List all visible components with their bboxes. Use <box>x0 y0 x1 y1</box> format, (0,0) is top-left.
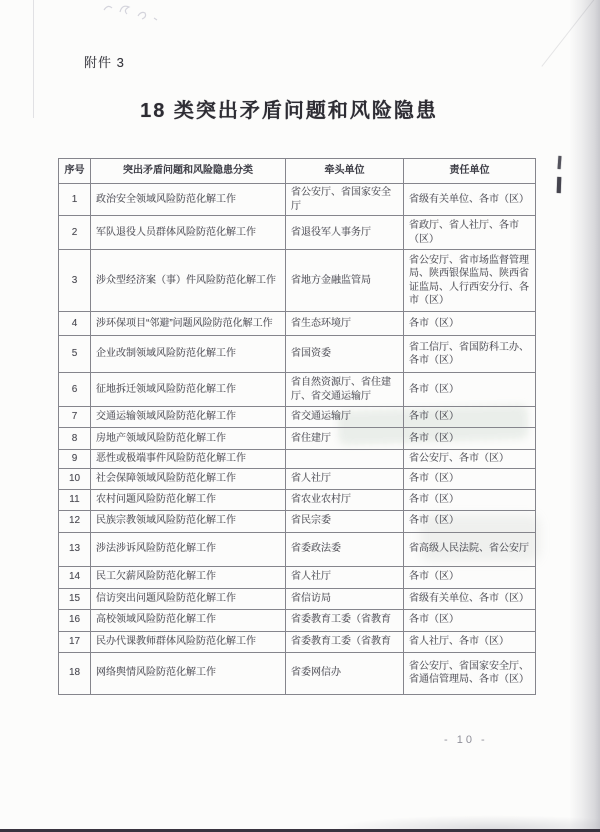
risk-issues-table <box>58 158 536 695</box>
row-category: 社会保障领域风险防范化解工作 <box>91 468 286 489</box>
document-title: 18 类突出矛盾问题和风险隐患 <box>140 100 438 122</box>
row-category: 涉环保项目“邻避”问题风险防范化解工作 <box>91 312 286 336</box>
page-number: - 10 - <box>444 734 488 746</box>
row-lead-unit: 省人社厅 <box>286 566 404 588</box>
row-category: 房地产领域风险防范化解工作 <box>91 428 286 450</box>
row-responsible-unit: 省公安厅、省国家安全厅、省通信管理局、各市（区） <box>404 652 536 694</box>
row-category: 农村问题风险防范化解工作 <box>91 489 286 510</box>
col-header-responsible-unit: 责任单位 <box>404 159 536 184</box>
row-number: 8 <box>59 428 91 450</box>
row-number: 13 <box>59 532 91 566</box>
row-responsible-unit: 各市（区） <box>404 566 536 588</box>
attachment-label: 附件 3 <box>84 55 125 70</box>
table-row <box>59 468 536 489</box>
row-number: 18 <box>59 652 91 694</box>
row-lead-unit: 省退役军人事务厅 <box>286 216 404 250</box>
row-category: 交通运输领域风险防范化解工作 <box>91 407 286 428</box>
row-responsible-unit: 省政厅、省人社厅、各市（区） <box>404 216 536 250</box>
row-number: 2 <box>59 216 91 250</box>
row-number: 7 <box>59 407 91 428</box>
row-responsible-unit: 各市（区） <box>404 510 536 532</box>
row-number: 6 <box>59 373 91 407</box>
table-row <box>59 336 536 373</box>
row-lead-unit: 省人社厅 <box>286 468 404 489</box>
row-category: 涉法涉诉风险防范化解工作 <box>91 532 286 566</box>
row-responsible-unit: 各市（区） <box>404 428 536 450</box>
row-number: 4 <box>59 312 91 336</box>
handwritten-marks <box>98 2 178 32</box>
row-category: 民工欠薪风险防范化解工作 <box>91 566 286 588</box>
col-header-category: 突出矛盾问题和风险隐患分类 <box>91 159 286 184</box>
table-row <box>59 652 536 694</box>
row-number: 12 <box>59 510 91 532</box>
row-responsible-unit: 各市（区） <box>404 373 536 407</box>
col-header-no: 序号 <box>59 159 91 184</box>
row-lead-unit: 省自然资源厅、省住建厅、省交通运输厅 <box>286 373 404 407</box>
row-responsible-unit: 各市（区） <box>404 407 536 428</box>
row-number: 16 <box>59 609 91 631</box>
row-responsible-unit: 省公安厅、省市场监督管理局、陕西银保监局、陕西省证监局、人行西安分行、各市（区） <box>404 250 536 312</box>
row-lead-unit <box>286 450 404 469</box>
row-category: 军队退役人员群体风险防范化解工作 <box>91 216 286 250</box>
row-category: 政治安全领域风险防范化解工作 <box>91 184 286 216</box>
row-lead-unit: 省公安厅、省国家安全厅 <box>286 184 404 216</box>
page-edge-shadow <box>570 0 600 832</box>
row-lead-unit: 省生态环境厅 <box>286 312 404 336</box>
row-category: 网络舆情风险防范化解工作 <box>91 652 286 694</box>
row-number: 1 <box>59 184 91 216</box>
row-responsible-unit: 省人社厅、各市（区） <box>404 631 536 652</box>
row-number: 9 <box>59 450 91 469</box>
col-header-lead-unit: 牵头单位 <box>286 159 404 184</box>
row-category: 恶性或极端事件风险防范化解工作 <box>91 450 286 469</box>
row-lead-unit: 省委教育工委（省教育 <box>286 609 404 631</box>
row-responsible-unit: 各市（区） <box>404 489 536 510</box>
row-responsible-unit: 省工信厅、省国防科工办、各市（区） <box>404 336 536 373</box>
row-number: 10 <box>59 468 91 489</box>
row-lead-unit: 省国资委 <box>286 336 404 373</box>
table-row <box>59 532 536 566</box>
row-lead-unit: 省民宗委 <box>286 510 404 532</box>
row-number: 17 <box>59 631 91 652</box>
table-row <box>59 450 536 469</box>
table-row <box>59 216 536 250</box>
row-number: 14 <box>59 566 91 588</box>
table-row <box>59 312 536 336</box>
row-lead-unit: 省委教育工委（省教育 <box>286 631 404 652</box>
table-row <box>59 407 536 428</box>
row-lead-unit: 省地方金融监管局 <box>286 250 404 312</box>
bottom-scan-shade <box>330 815 600 829</box>
table-header-row <box>59 159 536 184</box>
row-category: 民族宗教领域风险防范化解工作 <box>91 510 286 532</box>
table-row <box>59 250 536 312</box>
table-row <box>59 566 536 588</box>
row-lead-unit: 省住建厅 <box>286 428 404 450</box>
row-number: 5 <box>59 336 91 373</box>
table-row <box>59 510 536 532</box>
table-row <box>59 489 536 510</box>
table-row <box>59 184 536 216</box>
row-responsible-unit: 省公安厅、各市（区） <box>404 450 536 469</box>
row-lead-unit: 省交通运输厅 <box>286 407 404 428</box>
row-number: 11 <box>59 489 91 510</box>
row-category: 民办代课教师群体风险防范化解工作 <box>91 631 286 652</box>
row-category: 高校领域风险防范化解工作 <box>91 609 286 631</box>
row-number: 15 <box>59 588 91 609</box>
row-category: 征地拆迁领域风险防范化解工作 <box>91 373 286 407</box>
table-row <box>59 631 536 652</box>
staple-mark-bottom <box>557 177 562 193</box>
row-responsible-unit: 各市（区） <box>404 468 536 489</box>
staple-mark-top <box>558 156 562 169</box>
row-lead-unit: 省信访局 <box>286 588 404 609</box>
row-lead-unit: 省委网信办 <box>286 652 404 694</box>
table-row <box>59 609 536 631</box>
row-number: 3 <box>59 250 91 312</box>
table-row <box>59 373 536 407</box>
row-responsible-unit: 各市（区） <box>404 609 536 631</box>
table-row <box>59 588 536 609</box>
table-row <box>59 428 536 450</box>
row-lead-unit: 省委政法委 <box>286 532 404 566</box>
row-category: 信访突出问题风险防范化解工作 <box>91 588 286 609</box>
row-lead-unit: 省农业农村厅 <box>286 489 404 510</box>
row-responsible-unit: 各市（区） <box>404 312 536 336</box>
row-responsible-unit: 省高级人民法院、省公安厅 <box>404 532 536 566</box>
row-responsible-unit: 省级有关单位、各市（区） <box>404 588 536 609</box>
row-category: 涉众型经济案（事）件风险防范化解工作 <box>91 250 286 312</box>
row-responsible-unit: 省级有关单位、各市（区） <box>404 184 536 216</box>
row-category: 企业改制领域风险防范化解工作 <box>91 336 286 373</box>
